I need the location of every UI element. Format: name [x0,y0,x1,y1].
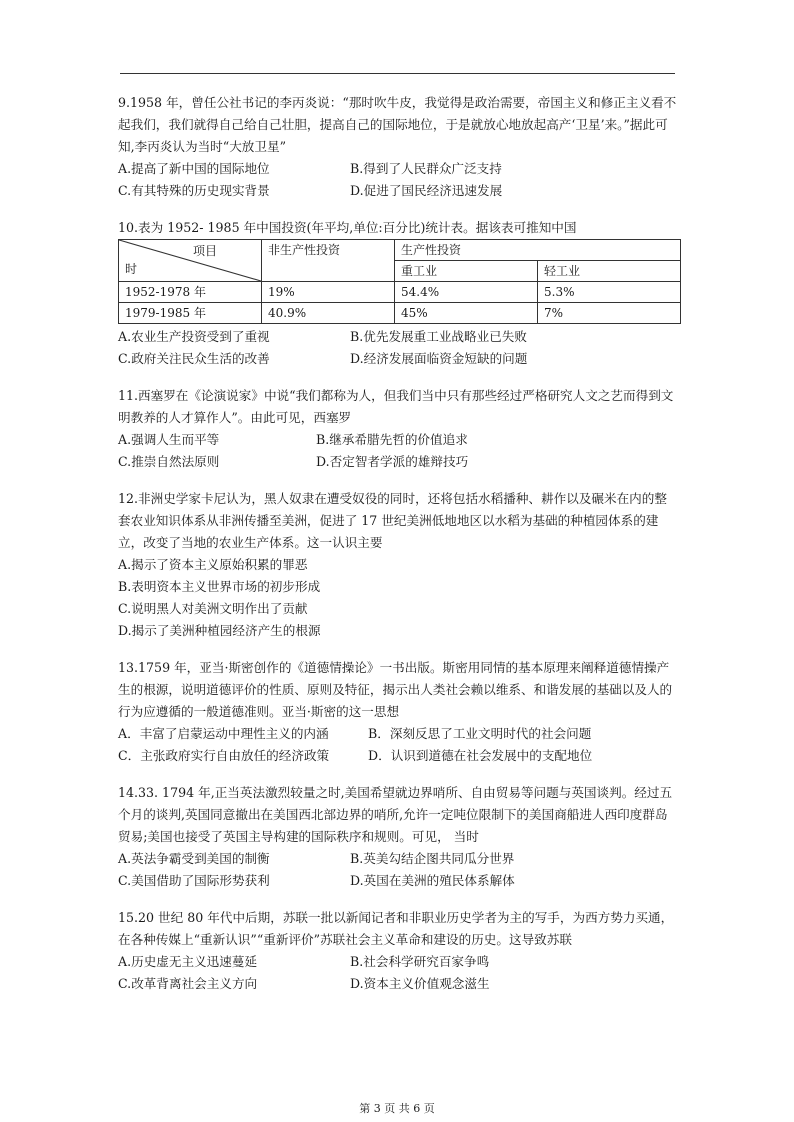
options [118,554,678,642]
question-stem: 9.1958 年，曾任公社书记的李丙炎说：“那时吹牛皮，我觉得是政治需要，帝国主义和修正主义看不起我们，我们就得自己给自己壮胆，提高自己的国际地位，于是就放心地放起高产‘卫星’来。”据此可知,李丙炎认为当时“大放卫星” [118,95,677,154]
options [118,158,678,202]
option-b[interactable]: B.社会科学研究百家争鸣 [350,954,490,969]
option-a[interactable]: A.英法争霸受到美国的制衡 [118,851,270,866]
question-9 [118,92,678,202]
question-10 [118,217,678,370]
option-c[interactable]: C.有其特殊的历史现实背景 [118,183,270,198]
options [118,723,678,767]
options [118,326,678,370]
header-nonproductive: 非生产性投资 [262,240,395,282]
cell-period: 1952-1978 年 [119,282,262,303]
option-a[interactable]: A.历史虚无主义迅速蔓延 [118,954,258,969]
investment-table [118,239,681,324]
option-b[interactable]: B.英美勾结企图共同瓜分世界 [350,851,515,866]
question-stem: 10.表为 1952- 1985 年中国投资(年平均,单位:百分比)统计表。据该表可推知中国 [118,220,577,235]
question-list [118,92,678,1010]
option-d[interactable]: D.揭示了美洲种植园经济产生的根源 [118,623,321,638]
table-row [119,303,681,324]
option-c[interactable]: C.说明黑人对美洲文明作出了贡献 [118,601,308,616]
option-d[interactable]: D．认识到道德在社会发展中的支配地位 [368,748,593,763]
option-c[interactable]: C.美国借助了国际形势获利 [118,873,270,888]
question-stem: 15.20 世纪 80 年代中后期，苏联一批以新闻记者和非职业历史学者为主的写手，为西方势力买通，在各种传媒上“重新认识”“重新评价”苏联社会主义革命和建设的历史。这导致苏联 [118,910,674,947]
page-number: 第 3 页 共 6 页 [359,1102,435,1115]
option-c[interactable]: C.政府关注民众生活的改善 [118,351,270,366]
question-13 [118,657,678,767]
option-d[interactable]: D.促进了国民经济迅速发展 [350,183,503,198]
option-d[interactable]: D.经济发展面临资金短缺的问题 [350,351,528,366]
cell-light: 7% [538,303,681,324]
option-b[interactable]: B.得到了人民群众广泛支持 [350,161,502,176]
option-b[interactable]: B.继承希腊先哲的价值追求 [316,432,468,447]
header-rule [120,73,675,74]
cell-nonproductive: 19% [262,282,395,303]
header-productive: 生产性投资 [395,240,681,261]
question-stem: 11.西塞罗在《论演说家》中说“我们都称为人，但我们当中只有那些经过严格研究人文之艺而得到文明教养的人才算作人”。由此可见，西塞罗 [118,388,674,425]
cell-heavy: 45% [395,303,538,324]
option-a[interactable]: A.提高了新中国的国际地位 [118,161,270,176]
header-light-industry: 轻工业 [538,261,681,282]
option-c[interactable]: C.改革背离社会主义方向 [118,976,258,991]
option-a[interactable]: A.农业生产投资受到了重视 [118,329,270,344]
corner-label-item: 项目 [192,244,217,258]
option-a[interactable]: A.强调人生而平等 [118,432,220,447]
question-stem: 12.非洲史学家卡尼认为，黑人奴隶在遭受奴役的同时，还将包括水稻播种、耕作以及碾米在内的整套农业知识体系从非洲传播至美洲，促进了 17 世纪美洲低地地区以水稻为基础的种植园体系的建立，改变了当地的农业生产体系。这一认识主要 [118,491,667,550]
diagonal-line-icon [119,240,261,281]
question-14 [118,782,678,892]
cell-heavy: 54.4% [395,282,538,303]
question-15 [118,907,678,995]
option-c[interactable]: C.推崇自然法原则 [118,454,220,469]
option-d[interactable]: D.否定智者学派的雄辩技巧 [316,454,469,469]
question-stem: 13.1759 年，亚当·斯密创作的《道德情操论》一书出版。斯密用同情的基本原理来阐释道德情操产生的根源，说明道德评价的性质、原则及特征，揭示出人类社会赖以维系、和谐发展的基础以及人的行为应遵循的一般道德准则。亚当·斯密的这一思想 [118,660,673,719]
option-c[interactable]: C．主张政府实行自由放任的经济政策 [118,748,330,763]
header-heavy-industry: 重工业 [395,261,538,282]
option-d[interactable]: D.资本主义价值观念滋生 [350,976,490,991]
option-a[interactable]: A.揭示了资本主义原始积累的罪恶 [118,557,308,572]
question-12 [118,488,678,642]
options [118,429,678,473]
option-b[interactable]: B.优先发展重工业战略业已失败 [350,329,527,344]
question-stem: 14.33. 1794 年,正当英法激烈较量之时,美国希望就边界哨所、自由贸易等问题与英国谈判。经过五个月的谈判,英国同意撤出在美国西北部边界的哨所,允许一定吨位限制下的美国商船进人西印度群岛贸易;美国也接受了英国主导构建的国际秩序和规则。可见， 当时 [118,785,673,844]
question-11 [118,385,678,473]
option-b[interactable]: B．深刻反思了工业文明时代的社会问题 [368,726,592,741]
options [118,951,678,995]
cell-nonproductive: 40.9% [262,303,395,324]
cell-period: 1979-1985 年 [119,303,262,324]
table-corner-cell [119,240,262,282]
option-b[interactable]: B.表明资本主义世界市场的初步形成 [118,579,321,594]
table-row [119,282,681,303]
corner-label-time: 时 [125,262,138,276]
cell-light: 5.3% [538,282,681,303]
options [118,848,678,892]
option-d[interactable]: D.英国在美洲的殖民体系解体 [350,873,515,888]
option-a[interactable]: A．丰富了启蒙运动中理性主义的内涵 [118,726,329,741]
